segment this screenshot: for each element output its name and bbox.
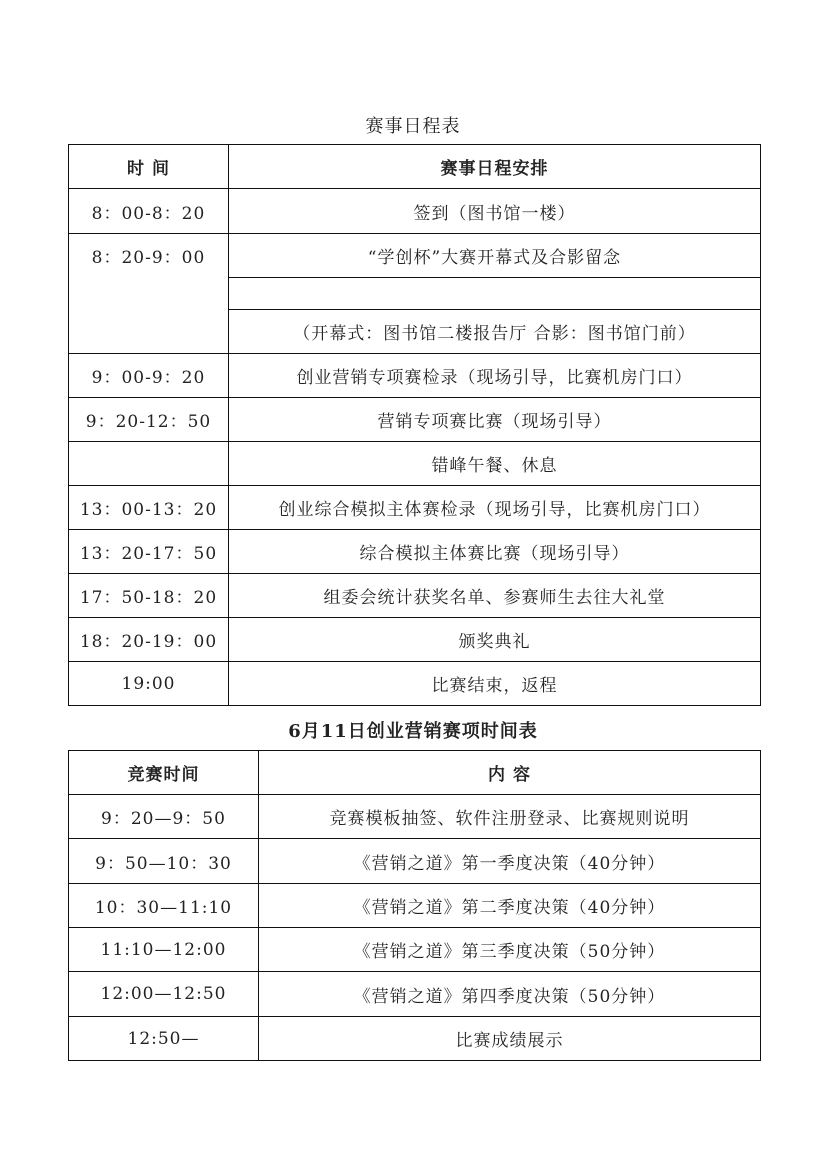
table-row	[69, 189, 761, 234]
content-cell: 《营销之道》第三季度决策（50分钟）	[259, 928, 761, 972]
table-row	[69, 234, 761, 278]
contest-table	[68, 750, 761, 1061]
time-cell: 18：20-19：00	[69, 618, 229, 662]
schedule-table	[68, 144, 761, 706]
time-cell: 8：20-9：00	[69, 234, 229, 354]
table-row	[69, 795, 761, 839]
content-cell: 《营销之道》第一季度决策（40分钟）	[259, 839, 761, 884]
content-cell: 竞赛模板抽签、软件注册登录、比赛规则说明	[259, 795, 761, 839]
table-row	[69, 928, 761, 972]
table-row	[69, 662, 761, 706]
schedule-title: 赛事日程表	[365, 116, 461, 137]
time-cell: 12:50—	[69, 1017, 259, 1061]
time-cell: 13：20-17：50	[69, 530, 229, 574]
table-row	[69, 398, 761, 442]
content-cell: 组委会统计获奖名单、参赛师生去往大礼堂	[229, 574, 761, 618]
table-row	[69, 618, 761, 662]
empty-content-cell	[229, 278, 761, 310]
time-cell: 10：30—11:10	[69, 884, 259, 928]
table-row	[69, 354, 761, 398]
content-cell: 综合模拟主体赛比赛（现场引导）	[229, 530, 761, 574]
content-cell: 颁奖典礼	[229, 618, 761, 662]
content-cell: 比赛结束，返程	[229, 662, 761, 706]
content-cell: 《营销之道》第二季度决策（40分钟）	[259, 884, 761, 928]
time-cell: 9：50—10：30	[69, 839, 259, 884]
time-cell: 12:00—12:50	[69, 972, 259, 1017]
table-header-row	[69, 751, 761, 795]
header-time: 竞赛时间	[69, 751, 259, 795]
content-cell: 《营销之道》第四季度决策（50分钟）	[259, 972, 761, 1017]
time-cell: 9：00-9：20	[69, 354, 229, 398]
time-cell: 8：00-8：20	[69, 189, 229, 234]
content-cell: 创业综合模拟主体赛检录（现场引导，比赛机房门口）	[229, 486, 761, 530]
content-cell: 签到（图书馆一楼）	[229, 189, 761, 234]
content-cell: 比赛成绩展示	[259, 1017, 761, 1061]
time-cell	[69, 442, 229, 486]
time-cell: 9：20-12：50	[69, 398, 229, 442]
contest-title: 6月11日创业营销赛项时间表	[288, 721, 538, 742]
header-content: 赛事日程安排	[229, 145, 761, 189]
time-cell: 11:10—12:00	[69, 928, 259, 972]
table-row	[69, 972, 761, 1017]
time-cell: 17：50-18：20	[69, 574, 229, 618]
content-note-cell: （开幕式：图书馆二楼报告厅 合影：图书馆门前）	[229, 310, 761, 354]
header-time: 时 间	[69, 145, 229, 189]
time-cell: 19:00	[69, 662, 229, 706]
content-cell: 创业营销专项赛检录（现场引导，比赛机房门口）	[229, 354, 761, 398]
content-cell: 错峰午餐、休息	[229, 442, 761, 486]
header-content: 内 容	[259, 751, 761, 795]
table-row	[69, 884, 761, 928]
time-cell: 9：20—9：50	[69, 795, 259, 839]
content-cell: “学创杯”大赛开幕式及合影留念	[229, 234, 761, 278]
table-row	[69, 1017, 761, 1061]
time-cell: 13：00-13：20	[69, 486, 229, 530]
table-row	[69, 530, 761, 574]
table-row	[69, 839, 761, 884]
table-row	[69, 486, 761, 530]
table-row	[69, 442, 761, 486]
table-row	[69, 574, 761, 618]
content-cell: 营销专项赛比赛（现场引导）	[229, 398, 761, 442]
table-header-row	[69, 145, 761, 189]
